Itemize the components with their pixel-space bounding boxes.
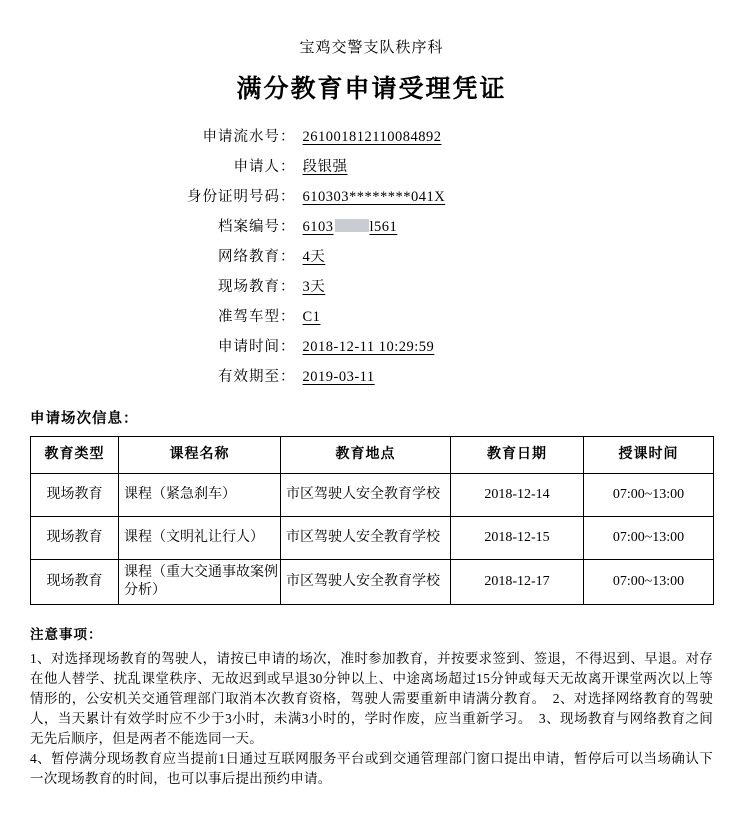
field-label: 准驾车型：: [218, 309, 296, 325]
field-label: 现场教育：: [218, 279, 296, 295]
field-value-vehicle-class: C1: [302, 309, 321, 325]
field-row: [162, 247, 582, 267]
column-header-education-type: 教育类型: [31, 437, 119, 474]
cell-education-type: 现场教育: [31, 560, 119, 605]
organization-name: 宝鸡交警支队秩序科: [299, 40, 444, 56]
field-row: [162, 187, 582, 207]
field-value-online-education: 4天: [302, 249, 326, 265]
page-title: 满分教育申请受理凭证: [236, 76, 507, 103]
cell-location: 市区驾驶人安全教育学校: [281, 560, 451, 605]
sessions-heading: 申请场次信息：: [30, 411, 139, 427]
file-number-prefix: 6103: [302, 219, 334, 235]
column-header-time: 授课时间: [584, 437, 714, 474]
table-row: [31, 560, 714, 605]
sessions-table: [30, 436, 714, 605]
notes-paragraph: 1、对选择现场教育的驾驶人，请按已申请的场次，准时参加教育，并按要求签到、签退，不得迟到、早退。对存在他人替学、扰乱课堂秩序、无故迟到或早退30分钟以上、中途离场超过15分钟或每天无故离开课堂两次以上等情形的，公安机关交通管理部门取消本次教育资格，驾驶人需要重新申请满分教育。 2、对选择网络教育的驾驶人，当天累计有效学时应不少于3小时，未满3小时的，学时作废，应当重新学习。 3、现场教育与网络教育之间无先后顺序，但是两者不能选同一天。: [30, 651, 713, 746]
table-row: [31, 517, 714, 560]
column-header-course-name: 课程名称: [119, 437, 281, 474]
field-value-application-time: 2018-12-11 10:29:59: [302, 339, 435, 355]
field-row: [162, 217, 582, 237]
notes-paragraph: 4、暂停满分现场教育应当提前1日通过互联网服务平台或到交通管理部门窗口提出申请，暂停后可以当场确认下一次现场教育的时间，也可以事后提出预约申请。: [30, 751, 713, 786]
cell-course-name: 课程（文明礼让行人）: [119, 517, 281, 560]
table-row: [31, 474, 714, 517]
field-value-applicant-name: 段银强: [302, 159, 348, 175]
cell-date: 2018-12-17: [451, 560, 584, 605]
field-value-valid-until: 2019-03-11: [302, 369, 375, 385]
file-number-suffix: l561: [369, 219, 398, 235]
cell-time: 07:00~13:00: [584, 474, 714, 517]
field-label: 档案编号：: [218, 219, 296, 235]
field-label: 申请时间：: [218, 339, 296, 355]
cell-date: 2018-12-14: [451, 474, 584, 517]
column-header-location: 教育地点: [281, 437, 451, 474]
cell-time: 07:00~13:00: [584, 560, 714, 605]
field-label: 申请流水号：: [202, 129, 296, 145]
cell-time: 07:00~13:00: [584, 517, 714, 560]
field-row: [162, 277, 582, 297]
field-label: 身份证明号码：: [187, 189, 296, 205]
field-label: 有效期至：: [218, 369, 296, 385]
field-label: 申请人：: [233, 159, 296, 175]
field-row: [162, 127, 582, 147]
column-header-date: 教育日期: [451, 437, 584, 474]
cell-location: 市区驾驶人安全教育学校: [281, 474, 451, 517]
field-row: [162, 157, 582, 177]
cell-course-name: 课程（紧急刹车）: [119, 474, 281, 517]
field-row: [162, 307, 582, 327]
cell-course-name: 课程（重大交通事故案例分析）: [119, 560, 281, 605]
notes-heading: 注意事项：: [30, 627, 103, 642]
field-row: [162, 337, 582, 357]
field-value-onsite-education: 3天: [302, 279, 326, 295]
cell-education-type: 现场教育: [31, 474, 119, 517]
field-value-file-number: [303, 217, 398, 237]
redaction-block: [335, 219, 369, 232]
notes-body: [30, 649, 713, 789]
cell-education-type: 现场教育: [31, 517, 119, 560]
field-label: 网络教育：: [218, 249, 296, 265]
application-fields: [162, 127, 582, 387]
cell-date: 2018-12-15: [451, 517, 584, 560]
cell-location: 市区驾驶人安全教育学校: [281, 517, 451, 560]
table-header-row: [31, 437, 714, 474]
field-value-serial-number: 261001812110084892: [302, 129, 442, 145]
field-value-id-number: 610303********041X: [302, 189, 446, 205]
field-row: [162, 367, 582, 387]
